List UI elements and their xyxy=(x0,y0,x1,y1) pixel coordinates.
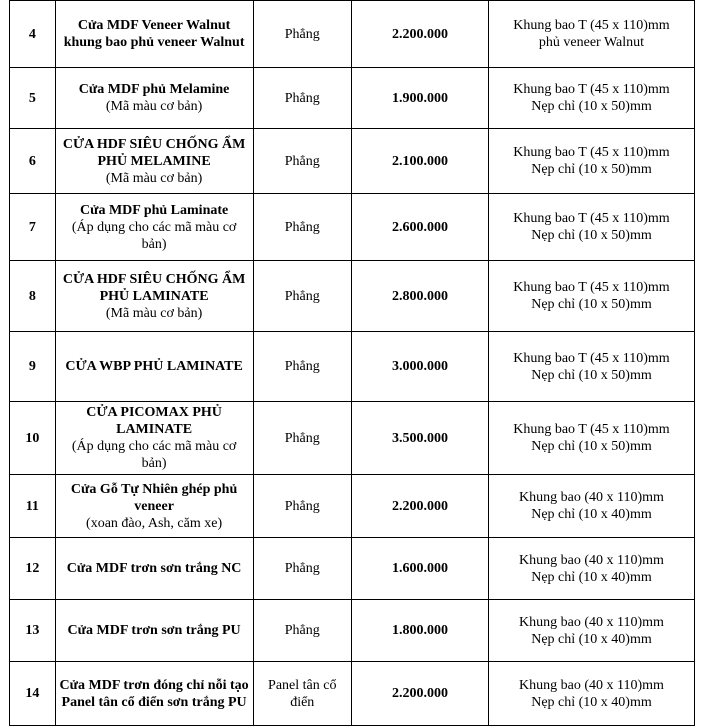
door-type: Phẳng xyxy=(253,402,351,475)
row-number: 12 xyxy=(10,538,56,600)
frame-spec: Khung bao T (45 x 110)mm xyxy=(513,350,670,366)
row-number: 9 xyxy=(10,332,56,402)
product-name: Cửa Gỗ Tự Nhiên ghép phủ veneer xyxy=(70,481,238,514)
row-number: 13 xyxy=(10,600,56,662)
trim-spec: Nẹp chỉ (10 x 50)mm xyxy=(531,162,652,177)
frame-spec: Khung bao (40 x 110)mm xyxy=(519,614,664,630)
trim-spec: Nẹp chỉ (10 x 50)mm xyxy=(531,228,652,243)
table-row xyxy=(10,402,695,475)
frame-spec: Khung bao (40 x 110)mm xyxy=(519,490,664,505)
frame-spec: Khung bao (40 x 110)mm xyxy=(519,552,664,568)
product-name: Cửa MDF trơn sơn trắng NC xyxy=(66,561,242,576)
table-row xyxy=(10,261,695,332)
product-note: (Mã màu cơ bản) xyxy=(105,305,203,321)
table-row xyxy=(10,332,695,402)
trim-spec: Nẹp chỉ (10 x 40)mm xyxy=(531,507,652,522)
door-type: Phẳng xyxy=(253,194,351,261)
price: 1.900.000 xyxy=(351,68,488,129)
door-type: Phẳng xyxy=(253,129,351,194)
product-name: Cửa MDF Veneer Walnut khung bao phủ veneer Walnut xyxy=(63,18,245,50)
frame-spec-cell xyxy=(488,662,694,726)
price: 3.500.000 xyxy=(351,402,488,475)
frame-spec-cell xyxy=(488,475,694,538)
door-type: Phẳng xyxy=(253,538,351,600)
frame-spec: Khung bao (40 x 110)mm xyxy=(519,677,664,693)
row-number: 4 xyxy=(10,1,56,68)
product-note: (xoan đào, Ash, căm xe) xyxy=(86,515,223,531)
frame-spec: Khung bao T (45 x 110)mm xyxy=(513,211,670,226)
price: 1.800.000 xyxy=(351,600,488,662)
product-name: Cửa MDF phủ Melamine xyxy=(78,82,230,97)
product-name-cell xyxy=(55,600,253,662)
trim-spec: Nẹp chỉ (10 x 50)mm xyxy=(531,297,652,312)
trim-spec: phủ veneer Walnut xyxy=(538,35,645,50)
frame-spec: Khung bao T (45 x 110)mm xyxy=(513,422,670,437)
table-row xyxy=(10,600,695,662)
trim-spec: Nẹp chỉ (10 x 40)mm xyxy=(531,694,652,710)
product-name-cell xyxy=(55,332,253,402)
product-name-cell xyxy=(55,194,253,261)
product-name: CỬA HDF SIÊU CHỐNG ẨM PHỦ MELAMINE xyxy=(62,136,246,169)
product-name-cell xyxy=(55,1,253,68)
trim-spec: Nẹp chỉ (10 x 50)mm xyxy=(531,367,652,383)
door-type: Phẳng xyxy=(253,475,351,538)
table-row xyxy=(10,538,695,600)
product-note: (Mã màu cơ bản) xyxy=(105,170,203,186)
product-name-cell xyxy=(55,68,253,129)
trim-spec: Nẹp chỉ (10 x 40)mm xyxy=(531,569,652,585)
frame-spec: Khung bao T (45 x 110)mm xyxy=(513,145,670,160)
product-name: CỬA HDF SIÊU CHỐNG ẨM PHỦ LAMINATE xyxy=(62,271,246,304)
product-name-cell xyxy=(55,538,253,600)
row-number: 7 xyxy=(10,194,56,261)
trim-spec: Nẹp chỉ (10 x 50)mm xyxy=(531,439,652,454)
row-number: 14 xyxy=(10,662,56,726)
door-type: Phẳng xyxy=(253,1,351,68)
row-number: 10 xyxy=(10,402,56,475)
product-note: (Mã màu cơ bản) xyxy=(105,99,203,114)
door-type: Phẳng xyxy=(253,332,351,402)
frame-spec: Khung bao T (45 x 110)mm xyxy=(513,18,670,33)
price: 2.600.000 xyxy=(351,194,488,261)
product-name-cell xyxy=(55,475,253,538)
frame-spec-cell xyxy=(488,600,694,662)
price: 3.000.000 xyxy=(351,332,488,402)
frame-spec-cell xyxy=(488,1,694,68)
trim-spec: Nẹp chỉ (10 x 50)mm xyxy=(531,99,652,114)
door-type: Panel tân cổ điển xyxy=(253,662,351,726)
door-type: Phẳng xyxy=(253,68,351,129)
door-type: Phẳng xyxy=(253,600,351,662)
price: 2.200.000 xyxy=(351,475,488,538)
row-number: 6 xyxy=(10,129,56,194)
frame-spec-cell xyxy=(488,402,694,475)
product-name-cell xyxy=(55,129,253,194)
price: 1.600.000 xyxy=(351,538,488,600)
product-name: Cửa MDF trơn sơn trắng PU xyxy=(67,623,241,638)
trim-spec: Nẹp chỉ (10 x 40)mm xyxy=(531,631,652,647)
row-number: 8 xyxy=(10,261,56,332)
row-number: 11 xyxy=(10,475,56,538)
product-name: CỬA PICOMAX PHỦ LAMINATE xyxy=(86,405,222,437)
product-note: (Áp dụng cho các mã màu cơ bản) xyxy=(71,219,237,252)
product-name: Cửa MDF trơn đóng chỉ nỗi tạo Panel tân cổ điển sơn trắng PU xyxy=(59,677,249,710)
frame-spec-cell xyxy=(488,332,694,402)
price: 2.100.000 xyxy=(351,129,488,194)
door-price-table xyxy=(9,0,695,726)
frame-spec-cell xyxy=(488,538,694,600)
frame-spec: Khung bao T (45 x 110)mm xyxy=(513,82,670,97)
frame-spec-cell xyxy=(488,68,694,129)
product-name-cell xyxy=(55,402,253,475)
product-name-cell xyxy=(55,662,253,726)
frame-spec-cell xyxy=(488,261,694,332)
table-row xyxy=(10,662,695,726)
table-row xyxy=(10,68,695,129)
table-row xyxy=(10,129,695,194)
row-number: 5 xyxy=(10,68,56,129)
door-type: Phẳng xyxy=(253,261,351,332)
price: 2.800.000 xyxy=(351,261,488,332)
frame-spec: Khung bao T (45 x 110)mm xyxy=(513,280,670,295)
product-name-cell xyxy=(55,261,253,332)
frame-spec-cell xyxy=(488,129,694,194)
frame-spec-cell xyxy=(488,194,694,261)
price: 2.200.000 xyxy=(351,662,488,726)
table-row xyxy=(10,1,695,68)
product-note: (Áp dụng cho các mã màu cơ bản) xyxy=(71,439,237,471)
table-row xyxy=(10,194,695,261)
product-name: CỬA WBP PHỦ LAMINATE xyxy=(65,359,243,374)
price: 2.200.000 xyxy=(351,1,488,68)
product-name: Cửa MDF phủ Laminate xyxy=(79,202,229,218)
table-row xyxy=(10,475,695,538)
